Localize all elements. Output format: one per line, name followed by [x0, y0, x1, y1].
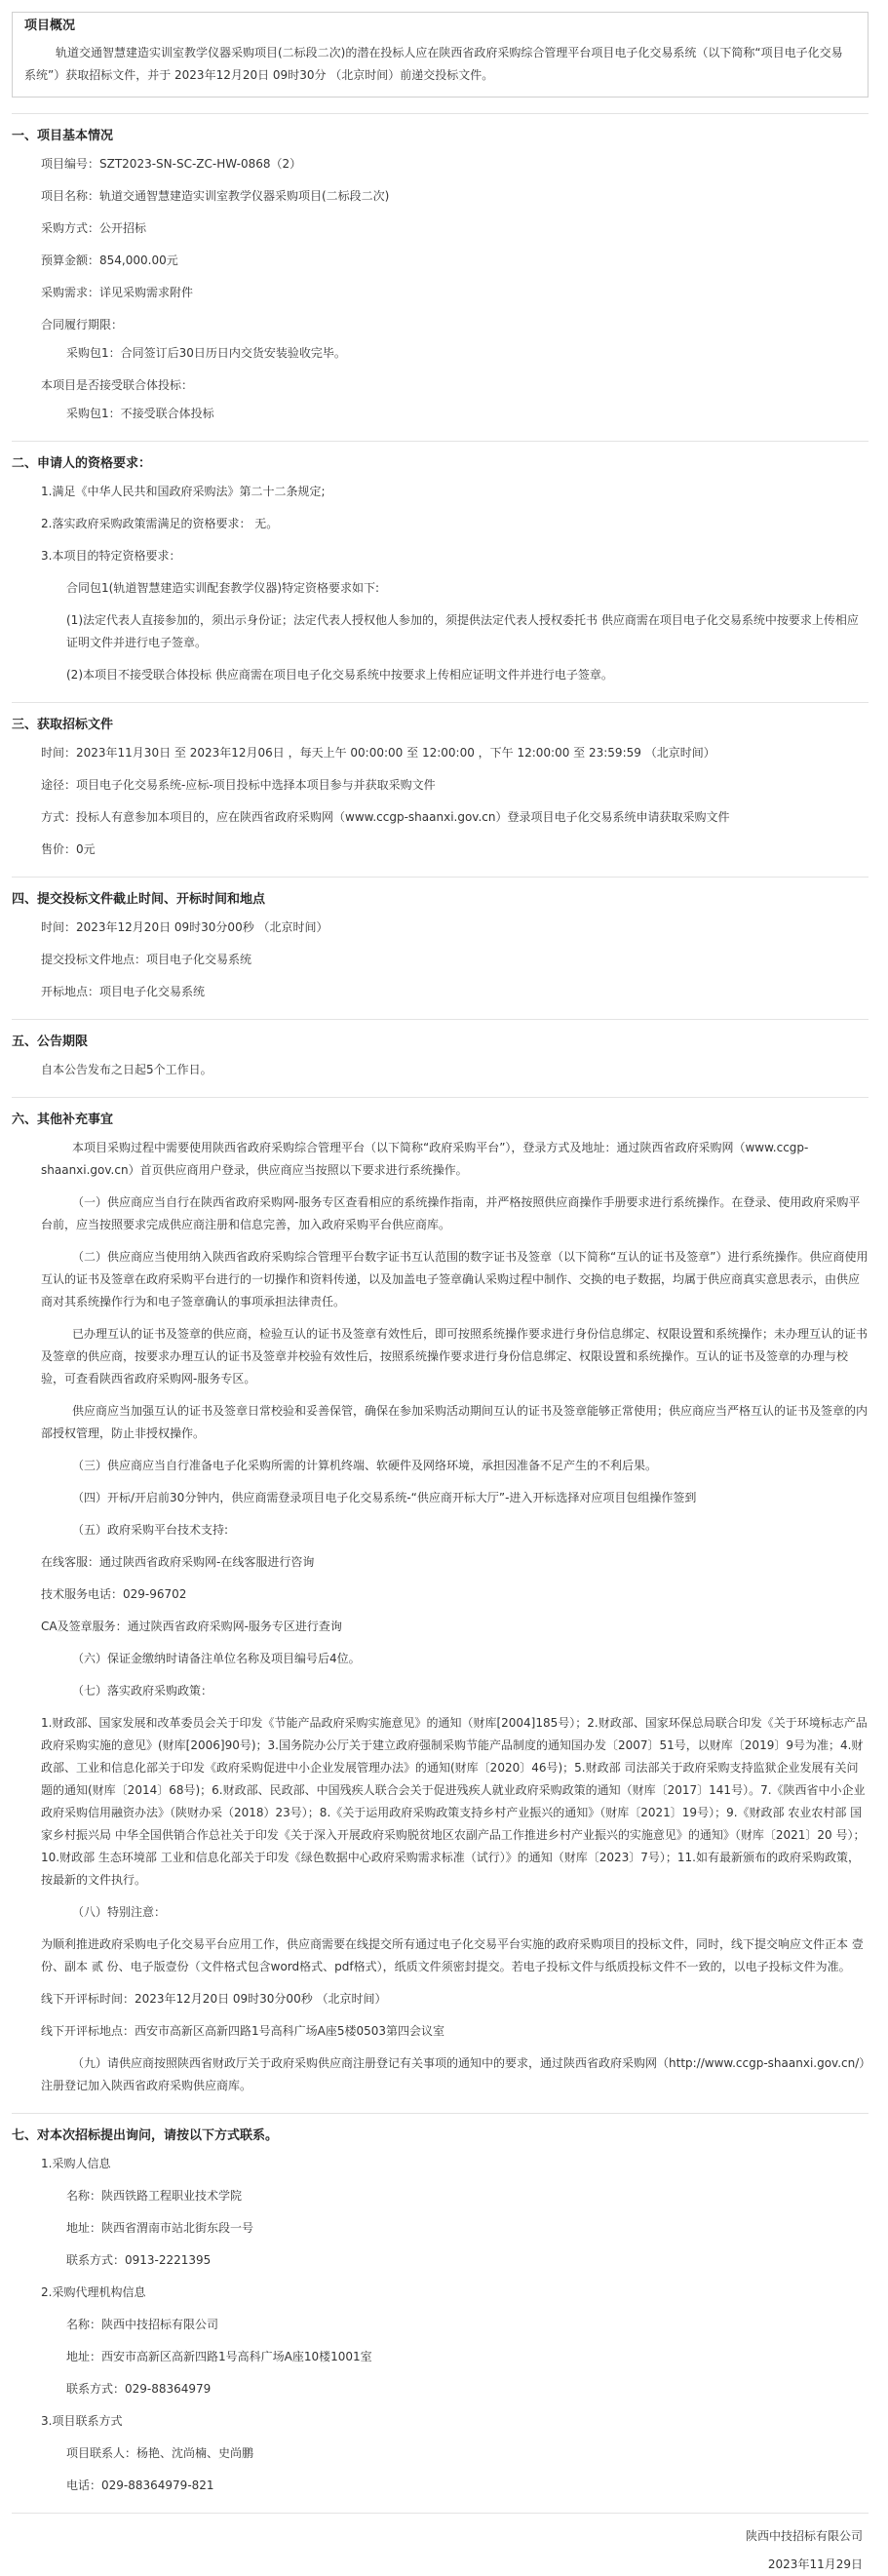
- offline-opening-location: 线下开评标地点：西安市高新区高新四路1号高科广场A座5楼0503第四会议室: [41, 2024, 445, 2038]
- other-para: （四）开标/开启前30分钟内，供应商需登录项目电子化交易系统-“供应商开标大厅”-进入开标选择对应项目包组操作签到: [72, 1491, 697, 1504]
- signature-block: [12, 2525, 869, 2576]
- special-note: 为顺利推进政府采购电子化交易平台应用工作，供应商需要在线提交所有通过电子化交易平台实施的政府采购项目的投标文件，同时，线下提交响应文件正本 壹 份、副本 贰 份、电子版壹份（文件格式包含word格式、pdf格式），纸质文件须密封提交。若电子投标文件与纸质投标文件不一致的，以电子投标文件为准。: [41, 1937, 864, 1973]
- divider: [12, 2513, 869, 2514]
- qualification-subitem: 合同包1(轨道智慧建造实训配套教学仪器)特定资格要求如下:: [66, 581, 380, 595]
- other-para: （五）政府采购平台技术支持:: [72, 1523, 229, 1537]
- consortium-label: 本项目是否接受联合体投标：: [41, 378, 194, 392]
- buyer-info-heading: 1.采购人信息: [41, 2157, 111, 2170]
- qualification-subitem: (1)法定代表人直接参加的，须出示身份证；法定代表人授权他人参加的，须提供法定代表人授权委托书 供应商需在项目电子化交易系统中按要求上传相应证明文件并进行电子签章。: [66, 613, 859, 649]
- project-name: 项目名称：轨道交通智慧建造实训室教学仪器采购项目(二标段二次): [41, 189, 390, 203]
- section-title-notice-period: 五、公告期限: [12, 1034, 89, 1049]
- agent-address: 地址：西安市高新区高新四路1号高科广场A座10楼1001室: [66, 2350, 372, 2363]
- opening-location: 开标地点：项目电子化交易系统: [41, 985, 206, 998]
- other-para: 已办理互认的证书及签章的供应商，检验互认的证书及签章有效性后，即可按照系统操作要求进行身份信息绑定、权限设置和系统操作；未办理互认的证书及签章的供应商，按要求办理互认的证书及签章并校验有效性后，按照系统操作要求进行身份信息绑定、权限设置和系统操作。互认的证书及签章的办理与校验，可查看陕西省政府采购网-服务专区。: [41, 1327, 869, 1386]
- tech-support-phone: 技术服务电话：029-96702: [41, 1587, 187, 1601]
- signature-date: 2023年11月29日: [767, 2557, 863, 2571]
- obtain-channel: 途径：项目电子化交易系统-应标-项目投标中选择本项目参与并获取采购文件: [41, 778, 436, 792]
- deadline-time: 时间：2023年12月20日 09时30分00秒 （北京时间）: [41, 920, 328, 934]
- buyer-address: 地址：陕西省渭南市站北街东段一号: [66, 2221, 254, 2235]
- notice-period-text: 自本公告发布之日起5个工作日。: [41, 1063, 212, 1076]
- procurement-method: 采购方式：公开招标: [41, 221, 147, 235]
- buyer-contact: 联系方式：0913-2221395: [66, 2253, 212, 2267]
- signature-org: 陕西中技招标有限公司: [745, 2529, 863, 2543]
- consortium-package1: 采购包1：不接受联合体投标: [66, 407, 214, 420]
- divider: [12, 1097, 869, 1098]
- other-para: （七）落实政府采购政策：: [72, 1684, 213, 1698]
- contract-period-package1: 采购包1：合同签订后30日历日内交货安装验收完毕。: [66, 346, 346, 360]
- project-number: 项目编号：SZT2023-SN-SC-ZC-HW-0868（2）: [41, 157, 302, 171]
- other-para: （八）特别注意：: [72, 1905, 167, 1919]
- other-para: （三）供应商应当自行准备电子化采购所需的计算机终端、软硬件及网络环境，承担因准备不足产生的不利后果。: [72, 1459, 658, 1472]
- procurement-requirements: 采购需求：详见采购需求附件: [41, 286, 194, 299]
- contract-period-label: 合同履行期限：: [41, 318, 124, 332]
- project-overview-box: [12, 12, 869, 98]
- section-title-deadline: 四、提交投标文件截止时间、开标时间和地点: [12, 892, 266, 907]
- section-title-qualifications: 二、申请人的资格要求：: [12, 456, 152, 471]
- section-title-other-matters: 六、其他补充事宜: [12, 1112, 114, 1127]
- submission-location: 提交投标文件地点：项目电子化交易系统: [41, 953, 252, 966]
- overview-title: 项目概况: [24, 19, 76, 33]
- section-title-basic-info: 一、项目基本情况: [12, 129, 114, 143]
- obtain-method: 方式：投标人有意参加本项目的，应在陕西省政府采购网（www.ccgp-shaanxi.gov.cn）登录项目电子化交易系统申请获取采购文件: [41, 810, 730, 824]
- divider: [12, 441, 869, 442]
- other-para: （二）供应商应当使用纳入陕西省政府采购综合管理平台数字证书互认范围的数字证书及签章（以下简称“互认的证书及签章”）进行系统操作。供应商使用互认的证书及签章在政府采购平台进行的一切操作和资料传递，以及加盖电子签章确认采购过程中制作、交换的电子数据，均属于供应商真实意思表示，由供应商对其系统操作行为和电子签章确认的事项承担法律责任。: [41, 1250, 869, 1308]
- divider: [12, 702, 869, 703]
- divider: [12, 113, 869, 114]
- section-title-obtain-docs: 三、获取招标文件: [12, 718, 114, 732]
- divider: [12, 1019, 869, 1020]
- project-contact-person: 项目联系人：杨艳、沈尚楠、史尚鹏: [66, 2446, 254, 2460]
- agent-name: 名称：陕西中技招标有限公司: [66, 2318, 219, 2331]
- other-para: 供应商应当加强互认的证书及签章日常校验和妥善保管，确保在参加采购活动期间互认的证书及签章能够正常使用；供应商应当严格互认的证书及签章的内部授权管理，防止非授权操作。: [41, 1404, 869, 1440]
- qualification-subitem: (2)本项目不接受联合体投标 供应商需在项目电子化交易系统中按要求上传相应证明文件并进行电子签章。: [66, 668, 613, 682]
- obtain-price: 售价：0元: [41, 842, 96, 856]
- divider: [12, 877, 869, 878]
- tech-support-online: 在线客服：通过陕西省政府采购网-在线客服进行咨询: [41, 1555, 315, 1569]
- other-para: （一）供应商应当自行在陕西省政府采购网-服务专区查看相应的系统操作指南，并严格按照供应商操作手册要求进行系统操作。在登录、使用政府采购平台前，应当按照要求完成供应商注册和信息完善，加入政府采购平台供应商库。: [41, 1195, 861, 1231]
- obtain-time: 时间：2023年11月30日 至 2023年12月06日 ，每天上午 00:00:00 至 12:00:00 ，下午 12:00:00 至 23:59:59 （北京时间）: [41, 746, 715, 760]
- policy-list: 1.财政部、国家发展和改革委员会关于印发《节能产品政府采购实施意见》的通知（财库[2004]185号）；2.财政部、国家环保总局联合印发《关于环境标志产品政府采购实施的意见》(财库[2006]90号)；3.国务院办公厅关于建立政府强制采购节能产品制度的通知国办发〔2007〕51号，以财库〔2019〕9号为准；4.财政部、工业和信息化部关于印发《政府采购促进中小企业发展管理办法》的通知(财库〔2020〕46号)；5.财政部 司法部关于政府采购支持监狱企业发展有关问题的通知(财库〔2014〕68号)；6.财政部、民政部、中国残疾人联合会关于促进残疾人就业政府采购政策的通知（财库〔2017〕141号）。7.《陕西省中小企业政府采购信用融资办法》（陕财办采（2018）23号）；8.《关于运用政府采购政策支持乡村产业振兴的通知》（财库〔2021〕19号）；9.《财政部 农业农村部 国家乡村振兴局 中华全国供销合作总社关于印发《关于深入开展政府采购脱贫地区农副产品工作推进乡村产业振兴的实施意见》的通知》（财库〔2021〕20 号）；10.财政部 生态环境部 工业和信息化部关于印发《绿色数据中心政府采购需求标准（试行）》的通知（财库〔2023〕7号）；11.如有最新颁布的政府采购政策，按最新的文件执行。: [41, 1716, 868, 1887]
- offline-opening-time: 线下开评标时间：2023年12月20日 09时30分00秒 （北京时间）: [41, 1992, 387, 2006]
- other-para: （六）保证金缴纳时请备注单位名称及项目编号后4位。: [72, 1652, 361, 1665]
- qualification-item: 3.本项目的特定资格要求：: [41, 549, 181, 563]
- section-title-contact: 七、对本次招标提出询问，请按以下方式联系。: [12, 2128, 279, 2143]
- other-para: 本项目采购过程中需要使用陕西省政府采购综合管理平台（以下简称“政府采购平台”），登录方式及地址：通过陕西省政府采购网（www.ccgp-shaanxi.gov.cn）首页供应商用户登录，供应商应当按照以下要求进行系统操作。: [41, 1141, 809, 1177]
- budget-amount: 预算金额：854,000.00元: [41, 254, 178, 267]
- qualification-item: 1.满足《中华人民共和国政府采购法》第二十二条规定;: [41, 485, 326, 498]
- qualification-item: 2.落实政府采购政策需满足的资格要求： 无。: [41, 517, 279, 530]
- agent-contact: 联系方式：029-88364979: [66, 2382, 212, 2396]
- project-contact-heading: 3.项目联系方式: [41, 2414, 123, 2428]
- buyer-name: 名称：陕西铁路工程职业技术学院: [66, 2189, 243, 2203]
- project-contact-phone: 电话：029-88364979-821: [66, 2478, 214, 2492]
- other-para: （九）请供应商按照陕西省财政厅关于政府采购供应商注册登记有关事项的通知中的要求，通过陕西省政府采购网（http://www.ccgp-shaanxi.gov.cn/）注册登记加入陕西省政府采购供应商库。: [41, 2056, 866, 2092]
- divider: [12, 2113, 869, 2114]
- tech-support-ca: CA及签章服务：通过陕西省政府采购网-服务专区进行查询: [41, 1620, 342, 1633]
- agent-info-heading: 2.采购代理机构信息: [41, 2285, 146, 2299]
- overview-text: 轨道交通智慧建造实训室教学仪器采购项目(二标段二次)的潜在投标人应在陕西省政府采购综合管理平台项目电子化交易系统（以下简称“项目电子化交易系统”）获取招标文件，并于 2023年12月20日 09时30分 （北京时间）前递交投标文件。: [24, 46, 843, 82]
